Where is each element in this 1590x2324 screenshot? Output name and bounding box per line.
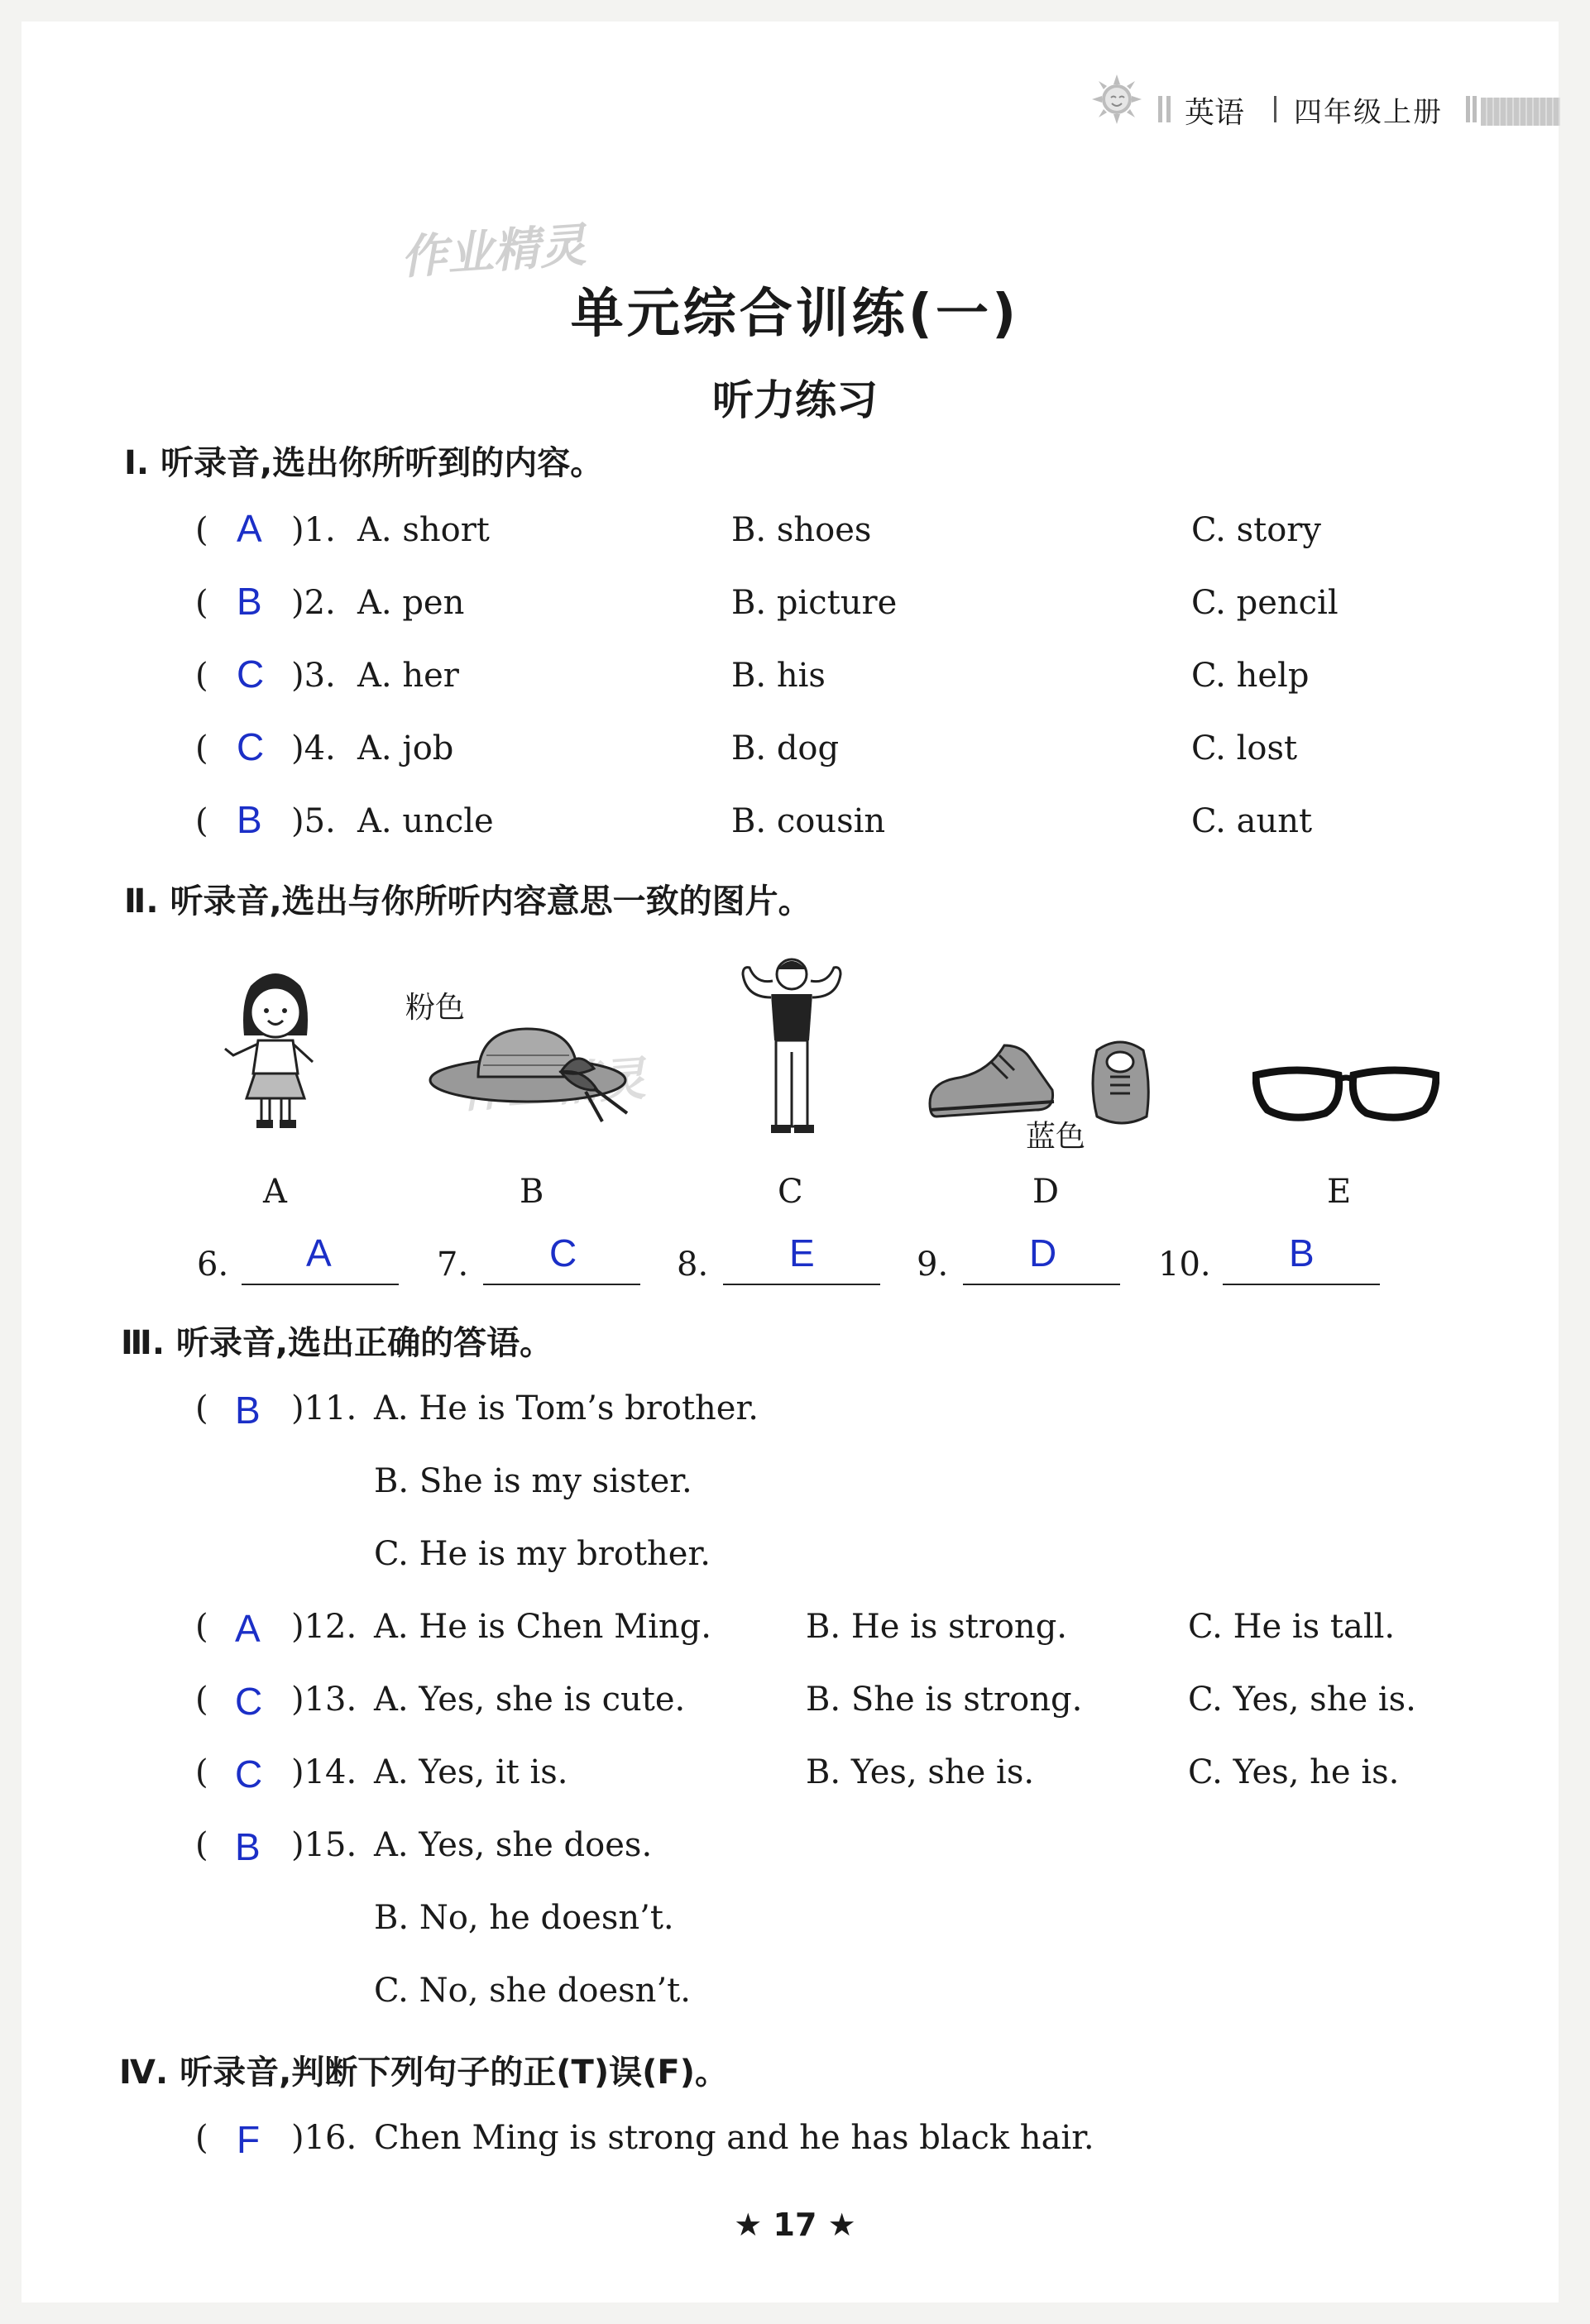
page-subtitle: 听力练习 [712,376,878,424]
answer-text: A [235,1607,261,1650]
page-number [0,2207,1590,2243]
answer-text: C [549,1231,577,1274]
picture-label: C [778,1173,803,1211]
question-paren: ( [195,1608,208,1646]
option-a: A. Yes, it is. [374,1753,568,1791]
option-c: C. Yes, she is. [1188,1681,1416,1719]
option-b: B. picture [731,584,898,622]
option-b: B. shoes [731,511,872,549]
star-icon: ★ [817,2207,856,2243]
question-paren: ( [195,1826,208,1864]
answer-text: A [306,1231,332,1274]
header-separator [1274,96,1276,122]
header-divider [1466,96,1470,122]
answer-text: B [235,1389,261,1432]
section-2-heading: Ⅱ. 听录音,选出与你所听内容意思一致的图片。 [124,882,812,921]
answer-text: B [237,580,262,623]
answer-text: A [237,507,262,550]
question-number: )1. [291,511,336,549]
answer-text: C [235,1680,263,1723]
question-paren: ( [195,802,208,840]
option-c: C. aunt [1191,802,1313,840]
option-a: A. job [357,729,454,767]
option-b: B. his [731,657,826,695]
answer-blank [1223,1284,1380,1285]
question-paren: ( [195,2119,208,2157]
blank-number: 8. [677,1246,709,1284]
section-3-heading: Ⅲ. 听录音,选出正确的答语。 [121,1324,553,1362]
option-b: B. cousin [731,802,886,840]
hat-icon [420,1022,652,1130]
option-b: B. She is my sister. [374,1462,692,1500]
sun-logo-icon [1090,73,1143,126]
shoe-icon [1085,1034,1155,1133]
option-a: A. pen [357,584,465,622]
answer-blank [963,1284,1120,1285]
question-number: )13. [291,1681,357,1719]
header-divider [1473,96,1477,122]
answer-text: B [237,798,262,841]
answer-text: E [789,1231,815,1274]
answer-blank [483,1284,640,1285]
girl-icon [213,961,338,1135]
question-number: )5. [291,802,336,840]
question-paren: ( [195,729,208,767]
option-a: A. uncle [357,802,494,840]
page [22,22,1559,2302]
blank-number: 10. [1158,1246,1211,1284]
picture-label: B [520,1173,544,1211]
blank-number: 9. [917,1246,949,1284]
page-number-value: 17 [773,2207,817,2243]
option-a: A. her [357,657,459,695]
section-1-heading: Ⅰ. 听录音,选出你所听到的内容。 [124,444,604,482]
question-number: )16. [291,2119,357,2157]
option-c: C. story [1191,511,1322,549]
shoes-icon [925,1037,1057,1120]
statement-text: Chen Ming is strong and he has black hair. [374,2119,1094,2157]
answer-text: B [235,1825,261,1868]
section-4-heading: Ⅳ. 听录音,判断下列句子的正(T)误(F)。 [119,2054,728,2092]
question-paren: ( [195,1681,208,1719]
option-a: A. He is Chen Ming. [374,1608,711,1646]
question-paren: ( [195,1389,208,1427]
color-note: 蓝色 [1026,1120,1086,1154]
question-number: )14. [291,1753,357,1791]
question-number: )4. [291,729,336,767]
picture-label: A [263,1173,287,1211]
answer-text: D [1029,1231,1057,1274]
header-grade: 四年级上册 [1294,96,1443,129]
answer-text: C [237,653,265,696]
color-note: 粉色 [405,991,466,1025]
question-number: )3. [291,657,336,695]
option-c: C. He is my brother. [374,1535,711,1573]
option-b: B. She is strong. [806,1681,1083,1719]
blank-number: 7. [437,1246,469,1284]
question-paren: ( [195,511,208,549]
option-c: C. He is tall. [1188,1608,1396,1646]
answer-blank [723,1284,880,1285]
option-c: C. pencil [1191,584,1339,622]
header-stripe [1481,98,1560,126]
option-c: C. No, she doesn’t. [374,1972,691,2010]
option-a: A. He is Tom’s brother. [374,1389,759,1427]
page-title: 单元综合训练(一) [570,284,1020,345]
option-b: B. He is strong. [806,1608,1068,1646]
option-a: A. short [357,511,490,549]
question-number: )11. [291,1389,357,1427]
glasses-icon [1252,1060,1439,1126]
answer-text: F [237,2118,261,2161]
question-number: )12. [291,1608,357,1646]
answer-blank [242,1284,399,1285]
header-subject: 英语 [1185,96,1245,130]
question-paren: ( [195,1753,208,1791]
question-number: )2. [291,584,336,622]
strong-man-icon [730,953,854,1143]
option-c: C. lost [1191,729,1298,767]
watermark: 作业精灵 [399,218,588,285]
option-b: B. No, he doesn’t. [374,1899,674,1937]
answer-text: B [1289,1231,1315,1274]
header-divider [1158,96,1162,122]
blank-number: 6. [197,1246,229,1284]
option-b: B. dog [731,729,840,767]
header-divider [1166,96,1171,122]
option-c: C. help [1191,657,1310,695]
picture-label: E [1327,1173,1352,1211]
question-paren: ( [195,657,208,695]
picture-label: D [1032,1173,1060,1211]
question-number: )15. [291,1826,357,1864]
answer-text: C [237,725,265,768]
option-a: A. Yes, she is cute. [374,1681,686,1719]
answer-text: C [235,1753,263,1796]
option-c: C. Yes, he is. [1188,1753,1400,1791]
option-a: A. Yes, she does. [374,1826,653,1864]
question-paren: ( [195,584,208,622]
option-b: B. Yes, she is. [806,1753,1035,1791]
star-icon: ★ [734,2207,773,2243]
